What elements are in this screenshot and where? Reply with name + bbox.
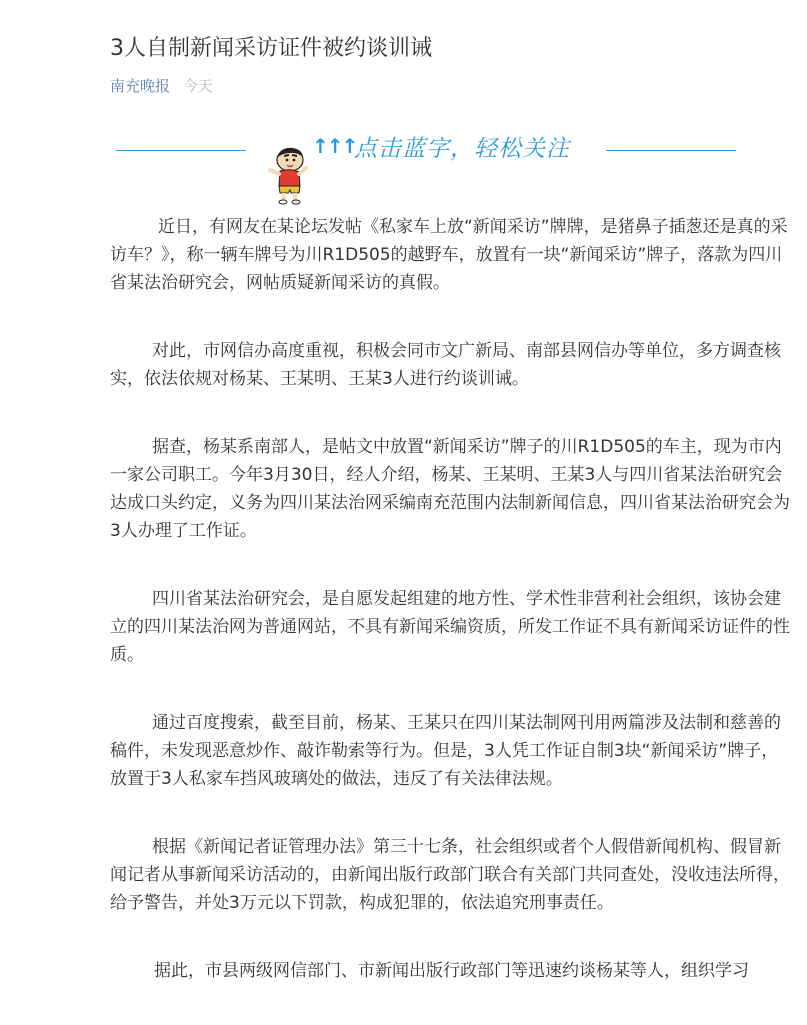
paragraph: 近日，有网友在某论坛发帖《私家车上放“新闻采访”牌牌，是猪鼻子插葱还是真的采访车？》，称一辆车牌号为川R1D505的越野车，放置有一块“新闻采访”牌子，落款为四川省某法治研究会，网帖质疑新闻采访的真假。 — [110, 217, 788, 293]
paragraph: 对此，市网信办高度重视，积极会同市文广新局、南部县网信办等单位，多方调查核实，依法依规对杨某、王某明、王某3人进行约谈训诫。 — [110, 341, 781, 389]
paragraph: 据查，杨某系南部人，是帖文中放置“新闻采访”牌子的川R1D505的车主，现为市内一家公司职工。今年3月30日，经人介绍，杨某、王某明、王某3人与四川省某法治研究会达成口头约定，义务为四川某法治网采编南充范围内法制新闻信息，四川省某法治研究会为3人办理了工作证。 — [110, 437, 790, 541]
banner-divider-left — [116, 150, 246, 151]
article-meta — [110, 76, 213, 96]
article-body — [110, 213, 790, 1025]
follow-banner[interactable] — [110, 130, 742, 206]
paragraph: 通过百度搜索，截至目前，杨某、王某只在四川某法制网刊用两篇涉及法制和慈善的稿件，未发现恶意炒作、敲诈勒索等行为。但是，3人凭工作证自制3块“新闻采访”牌子，放置于3人私家车挡风玻璃处的做法，违反了有关法律法规。 — [110, 713, 781, 789]
publish-date: 今天 — [182, 77, 213, 95]
paragraph: 据此，市县两级网信部门、市新闻出版行政部门等迅速约谈杨某等人，组织学习 — [154, 961, 749, 981]
paragraph: 四川省某法治研究会，是自愿发起组建的地方性、学术性非营利社会组织，该协会建立的四川某法治网为普通网站，不具有新闻采编资质，所发工作证不具有新闻采访证件的性质。 — [110, 589, 790, 665]
paragraph: 根据《新闻记者证管理办法》第三十七条，社会组织或者个人假借新闻机构、假冒新闻记者从事新闻采访活动的，由新闻出版行政部门联合有关部门共同查处，没收违法所得，给予警告，并处3万元以下罚款，构成犯罪的，依法追究刑事责任。 — [110, 837, 790, 913]
article-title: 3人自制新闻采访证件被约谈训诫 — [110, 36, 432, 61]
cartoon-boy-icon — [262, 144, 314, 206]
up-arrows-icon: ↑↑↑ — [312, 134, 357, 158]
follow-prompt-text[interactable]: 点击蓝字，轻松关注 — [354, 136, 570, 162]
banner-divider-right — [606, 150, 736, 151]
source-link[interactable]: 南充晚报 — [110, 77, 171, 95]
